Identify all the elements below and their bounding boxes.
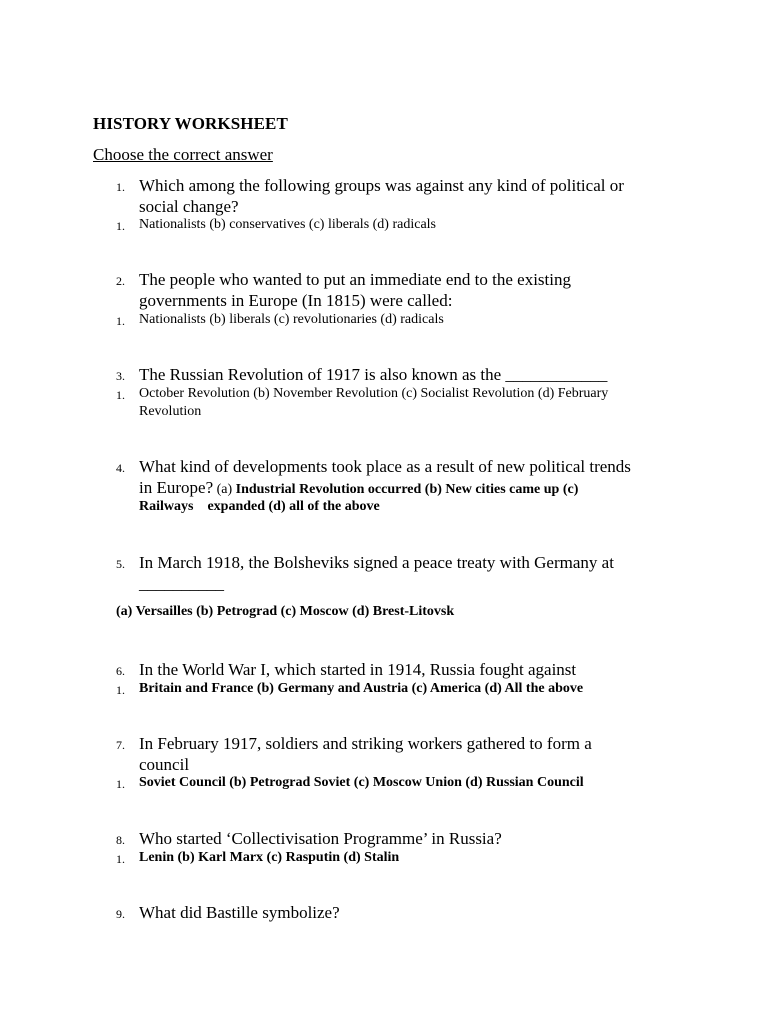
answer-options: (a) Versailles (b) Petrograd (c) Moscow (d) Brest-Litovsk [116, 604, 455, 619]
answer-options: Nationalists (b) conservatives (c) liberals (d) radicals [139, 217, 437, 232]
option-number: 1. [116, 388, 125, 402]
question-number: 6. [116, 664, 125, 678]
question-text-line: Who started ‘Collectivisation Programme’ in Russia? [139, 829, 502, 848]
question-number: 9. [116, 907, 125, 921]
question-number: 3. [116, 369, 125, 383]
answer-options: October Revolution (b) November Revolution (c) Socialist Revolution (d) February [139, 386, 609, 401]
option-a-label: (a) [213, 482, 236, 497]
question-number: 5. [116, 557, 125, 571]
answer-options: Soviet Council (b) Petrograd Soviet (c) Moscow Union (d) Russian Council [139, 775, 584, 790]
question-text-line: What kind of developments took place as a result of new political trends [139, 457, 631, 476]
worksheet-title: HISTORY WORKSHEET [93, 114, 288, 133]
answer-options: Nationalists (b) liberals (c) revolutionaries (d) radicals [139, 312, 444, 327]
question-text-line: governments in Europe (In 1815) were called: [139, 291, 453, 310]
question-number: 4. [116, 461, 125, 475]
question-text-line: Which among the following groups was against any kind of political or [139, 176, 624, 195]
instruction-text: Choose the correct answer [93, 145, 273, 164]
question-text-line-with-options [139, 477, 679, 500]
question-blank: __________ [139, 574, 224, 593]
question-text-fragment: in Europe? [139, 478, 214, 497]
question-number: 2. [116, 274, 125, 288]
question-text-line: The people who wanted to put an immediate end to the existing [139, 270, 571, 289]
answer-options: Industrial Revolution occurred (b) New cities came up (c) [235, 482, 579, 497]
question-number: 8. [116, 833, 125, 847]
question-text-line: In February 1917, soldiers and striking workers gathered to form a [139, 734, 592, 753]
option-number: 1. [116, 852, 125, 866]
question-text-line: What did Bastille symbolize? [139, 903, 340, 922]
option-number: 1. [116, 314, 125, 328]
question-number: 7. [116, 738, 125, 752]
answer-options-continued: Revolution [139, 404, 202, 419]
question-text-line: The Russian Revolution of 1917 is also known as the ____________ [139, 365, 608, 384]
question-text-line: council [139, 755, 190, 774]
question-text-line: In the World War I, which started in 1914, Russia fought against [139, 660, 577, 679]
question-text-line: social change? [139, 197, 239, 216]
answer-options: Britain and France (b) Germany and Austria (c) America (d) All the above [139, 681, 584, 696]
option-number: 1. [116, 683, 125, 697]
option-number: 1. [116, 777, 125, 791]
question-text-line: In March 1918, the Bolsheviks signed a peace treaty with Germany at [139, 553, 614, 572]
question-number: 1. [116, 180, 125, 194]
answer-options: Lenin (b) Karl Marx (c) Rasputin (d) Stalin [139, 850, 400, 865]
answer-options-continued: Railways expanded (d) all of the above [139, 499, 380, 514]
option-number: 1. [116, 219, 125, 233]
